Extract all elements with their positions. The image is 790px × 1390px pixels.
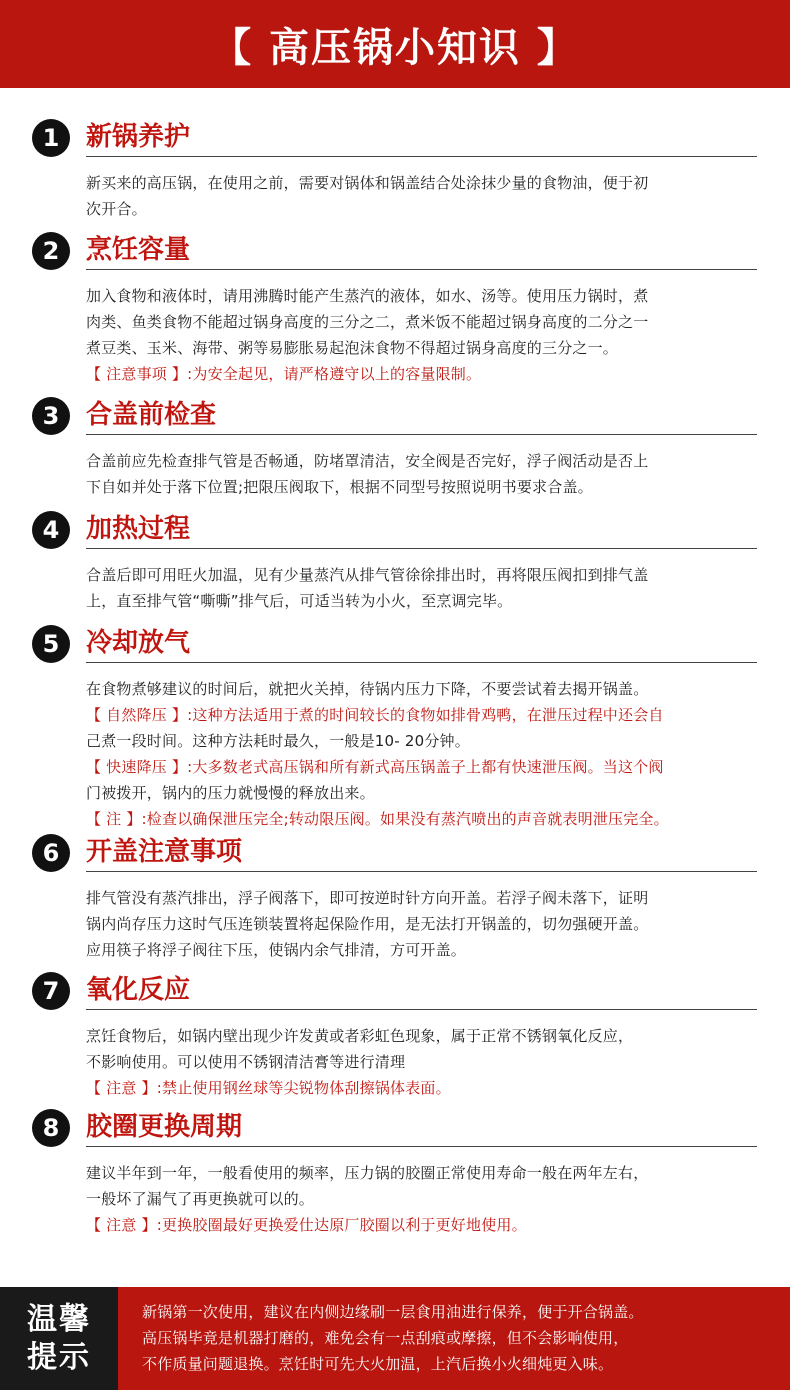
section-body [86,283,766,387]
section-text-line: 一般坏了漏气了再更换就可以的。 [86,1190,315,1208]
section-note-line: 【 注 】:检查以确保泄压完全;转动限压阀。如果没有蒸汽喷出的声音就表明泄压完全。 [86,810,669,828]
section-number-badge: 3 [32,397,70,435]
tips-footer [0,1287,790,1390]
section-title: 氧化反应 [86,975,191,1005]
section-divider [86,434,757,435]
section-divider [86,156,757,157]
section-title: 胶圈更换周期 [86,1112,243,1142]
section-text-line: 下自如并处于落下位置;把限压阀取下，根据不同型号按照说明书要求合盖。 [86,478,593,496]
section-divider [86,548,757,549]
section-body [86,170,766,222]
section-text-line: 合盖后即可用旺火加温，见有少量蒸汽从排气管徐徐排出时，再将限压阀扣到排气盖 [86,566,649,584]
section-text-line: 煮豆类、玉米、海带、粥等易膨胀易起泡沫食物不得超过锅身高度的三分之一。 [86,339,619,357]
section-number-badge: 8 [32,1109,70,1147]
section-text-line: 合盖前应先检查排气管是否畅通，防堵罩清洁，安全阀是否完好，浮子阀活动是否上 [86,452,649,470]
section-title: 烹饪容量 [86,235,191,265]
section-number-badge: 2 [32,232,70,270]
section-heading [32,118,757,158]
section-title: 合盖前检查 [86,400,217,430]
section-text-line: 锅内尚存压力这时气压连锁装置将起保险作用，是无法打开锅盖的，切勿强硬开盖。 [86,915,649,933]
section-number-badge: 5 [32,625,70,663]
section-text-line: 加入食物和液体时，请用沸腾时能产生蒸汽的液体，如水、汤等。使用压力锅时，煮 [86,287,649,305]
section-heading [32,624,757,664]
section-title: 新锅养护 [86,122,191,152]
section-text-line: 在食物煮够建议的时间后，就把火关掉，待锅内压力下降，不要尝试着去揭开锅盖。 [86,680,649,698]
section-body [86,448,766,500]
section-divider [86,871,757,872]
section-body [86,676,766,832]
section-text-line: 烹饪食物后，如锅内壁出现少许发黄或者彩虹色现象，属于正常不锈钢氧化反应， [86,1027,634,1045]
section-number-badge: 4 [32,511,70,549]
section-note-line: 【 自然降压 】:这种方法适用于煮的时间较长的食物如排骨鸡鸭，在泄压过程中还会自 [86,706,664,724]
section-text-line: 肉类、鱼类食物不能超过锅身高度的三分之二，煮米饭不能超过锅身高度的二分之一 [86,313,649,331]
section-body [86,1023,766,1101]
section-divider [86,269,757,270]
section-body [86,885,766,963]
section-text-line: 建议半年到一年，一般看使用的频率，压力锅的胶圈正常使用寿命一般在两年左右， [86,1164,649,1182]
section-text-line: 次开合。 [86,200,147,218]
section-title: 冷却放气 [86,628,191,658]
section-body [86,562,766,614]
section-heading [32,231,757,271]
section-number-badge: 7 [32,972,70,1010]
section-text-line: 上，直至排气管“嘶嘶”排气后，可适当转为小火，至烹调完毕。 [86,592,513,610]
section-text-line: 新买来的高压锅，在使用之前，需要对锅体和锅盖结合处涂抹少量的食物油，便于初 [86,174,649,192]
section-heading [32,396,757,436]
page-header [0,0,790,88]
section-text-line: 门被拨开，锅内的压力就慢慢的释放出来。 [86,784,375,802]
tips-label-line: 提示 [27,1339,91,1375]
section-text-line: 排气管没有蒸汽排出，浮子阀落下，即可按逆时针方向开盖。若浮子阀未落下，证明 [86,889,649,907]
tips-line: 不作质量问题退换。烹饪时可先大火加温，上汽后换小火细炖更入味。 [142,1355,614,1373]
section-heading [32,971,757,1011]
section-body [86,1160,766,1238]
section-title: 开盖注意事项 [86,837,243,867]
section-heading [32,833,757,873]
section-note-line: 【 注意事项 】:为安全起见，请严格遵守以上的容量限制。 [86,365,482,383]
tips-text [142,1299,782,1377]
page-title: 【 高压锅小知识 】 [211,24,579,71]
section-divider [86,662,757,663]
section-heading [32,510,757,550]
section-note-line: 【 注意 】:更换胶圈最好更换爱仕达原厂胶圈以利于更好地使用。 [86,1216,527,1234]
section-text-line: 不影响使用。可以使用不锈钢清洁膏等进行清理 [86,1053,406,1071]
section-note-line: 【 快速降压 】:大多数老式高压锅和所有新式高压锅盖子上都有快速泄压阀。当这个阀 [86,758,664,776]
section-text-line: 应用筷子将浮子阀往下压，使锅内余气排清，方可开盖。 [86,941,467,959]
section-number-badge: 1 [32,119,70,157]
section-title: 加热过程 [86,514,191,544]
tips-label-line: 温馨 [27,1301,91,1337]
section-text-line: 己煮一段时间。这种方法耗时最久，一般是10- 20分钟。 [86,732,470,750]
tips-line: 新锅第一次使用，建议在内侧边缘刷一层食用油进行保养，便于开合锅盖。 [142,1303,644,1321]
tips-line: 高压锅毕竟是机器打磨的，难免会有一点刮痕或摩擦，但不会影响使用， [142,1329,629,1347]
section-divider [86,1009,757,1010]
tips-label [0,1287,118,1390]
section-heading [32,1108,757,1148]
section-number-badge: 6 [32,834,70,872]
section-divider [86,1146,757,1147]
section-note-line: 【 注意 】:禁止使用钢丝球等尖锐物体刮擦锅体表面。 [86,1079,451,1097]
